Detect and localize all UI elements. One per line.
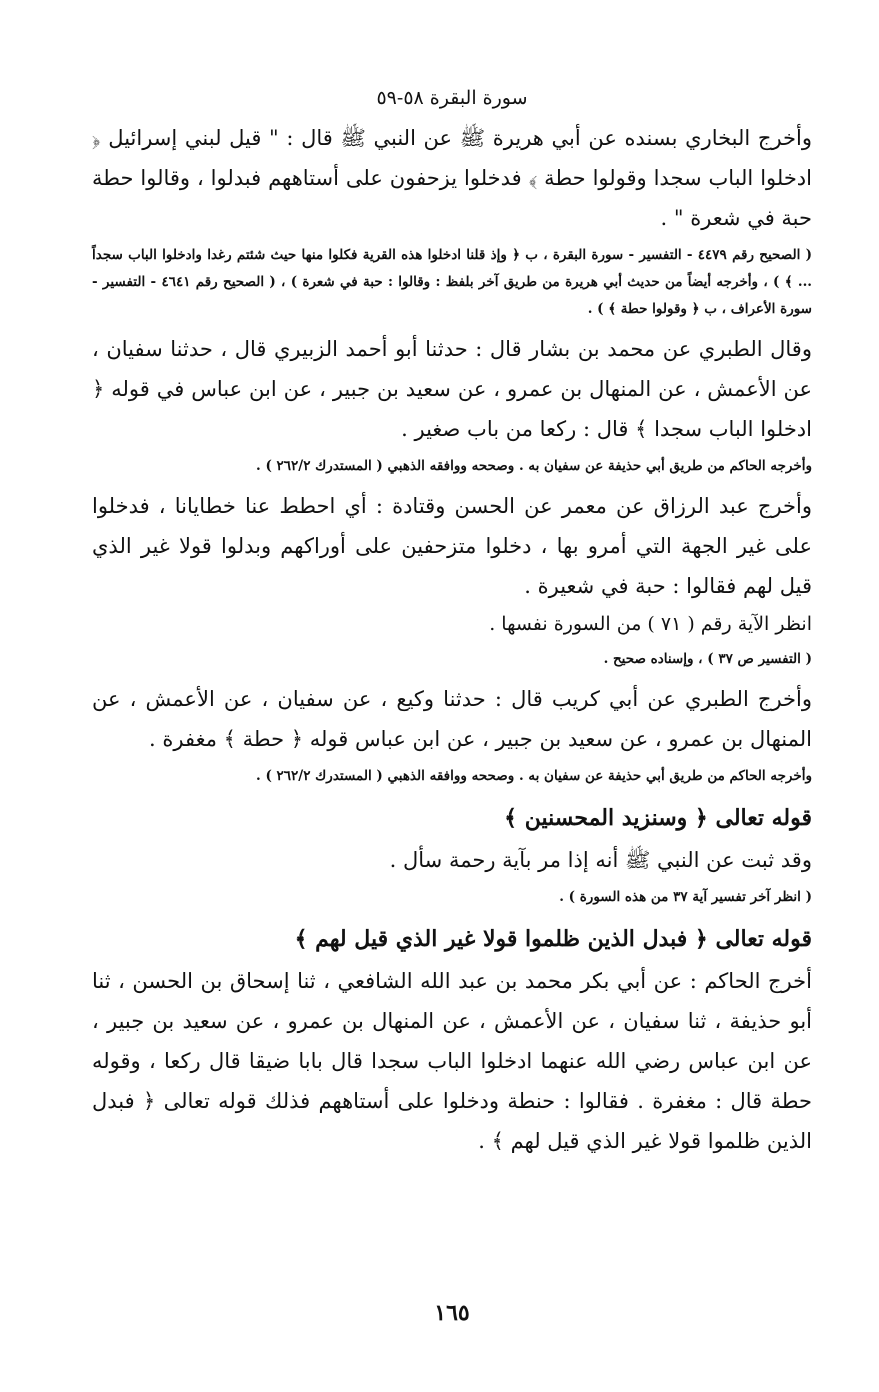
reference-hakim-2: وأخرجه الحاكم من طريق أبي حذيفة عن سفيان به . وصححه ووافقه الذهبي ( المستدرك ٢٦٢/٢ ) . (256, 768, 812, 784)
book-page (92, 84, 812, 1324)
paragraph-tabari-1: وقال الطبري عن محمد بن بشار قال : حدثنا أبو أحمد الزبيري قال ، حدثنا سفيان ، عن الأعمش ، عن المنهال بن عمرو ، عن سعيد بن جبير ، عن ابن عباس في قوله ﴿ ادخلوا الباب سجدا ﴾ قال : ركعا من باب صغير . (92, 337, 812, 441)
paragraph-abdulrazzaq: وأخرج عبد الرزاق عن معمر عن الحسن وقتادة : أي احطط عنا خطايانا ، فدخلوا على غير الجهة التي أمرو بها ، دخلوا متزحفين على أوراكهم وبدلوا قولا غير الذي قيل لهم فقالوا : حبة في شعيرة . (92, 494, 812, 598)
reference-verse-37: ( انظر آخر تفسير آية ٣٧ من هذه السورة ) . (559, 889, 812, 905)
reference-hakim-1: وأخرجه الحاكم من طريق أبي حذيفة عن سفيان به . وصححه ووافقه الذهبي ( المستدرك ٢٦٢/٢ ) . (256, 458, 812, 474)
paragraph-prophet-mercy: وقد ثبت عن النبي ﷺ أنه إذا مر بآية رحمة سأل . (389, 848, 812, 872)
paragraph-bukhari: وأخرج البخاري بسنده عن أبي هريرة ﷺ عن النبي ﷺ قال : " قيل لبني إسرائيل ﴿ ادخلوا الباب سجدا وقولوا حطة ﴾ فدخلوا يزحفون على أستاههم فبدلوا ، وقالوا حطة حبة في شعرة " . (92, 126, 812, 230)
note-see-verse: انظر الآية رقم ( ٧١ ) من السورة نفسها . (489, 613, 812, 635)
paragraph-hakim: أخرج الحاكم : عن أبي بكر محمد بن عبد الله الشافعي ، ثنا إسحاق بن الحسن ، ثنا أبو حذيفة ، ثنا سفيان ، عن الأعمش ، عن المنهال بن عمرو ، عن سعيد بن جبير ، عن ابن عباس رضي الله عنهما ادخلوا الباب سجدا قال بابا ضيقا قال ركعا ، وقوله حطة قال : مغفرة . فقالوا : حنطة ودخلوا على أستاههم فذلك قوله تعالى ﴿ فبدل الذين ظلموا قولا غير الذي قيل لهم ﴾ . (92, 969, 812, 1153)
paragraph-tabari-2: وأخرج الطبري عن أبي كريب قال : حدثنا وكيع ، عن سفيان ، عن الأعمش ، عن المنهال بن عمرو ، عن سعيد بن جبير ، عن ابن عباس قوله ﴿ حطة ﴾ مغفرة . (92, 687, 812, 751)
section-heading-baddala: قوله تعالى ﴿ فبدل الذين ظلموا قولا غير الذي قيل لهم ﴾ (294, 926, 812, 952)
reference-sahih: ( الصحيح رقم ٤٤٧٩ - التفسير - سورة البقرة ، ب ﴿ وإذ قلنا ادخلوا هذه القرية فكلوا منها حيث شئتم رغدا وادخلوا الباب سجداً ... ﴾ ) ، وأخرجه أيضاً من حديث أبي هريرة من طريق آخر بلفظ : وقالوا : حبة في شعرة ) ، ( الصحيح رقم ٤٦٤١ - التفسير - سورة الأعراف ، ب ﴿ وقولوا حطة ﴾ ) . (92, 247, 813, 317)
page-number: ١٦٥ (434, 1300, 470, 1326)
reference-tafsir: ( التفسير ص ٣٧ ) ، وإسناده صحيح . (603, 651, 812, 667)
section-heading-muhsinin: قوله تعالى ﴿ وسنزيد المحسنين ﴾ (504, 805, 812, 831)
running-header: سورة البقرة ٥٨-٥٩ (376, 87, 528, 109)
